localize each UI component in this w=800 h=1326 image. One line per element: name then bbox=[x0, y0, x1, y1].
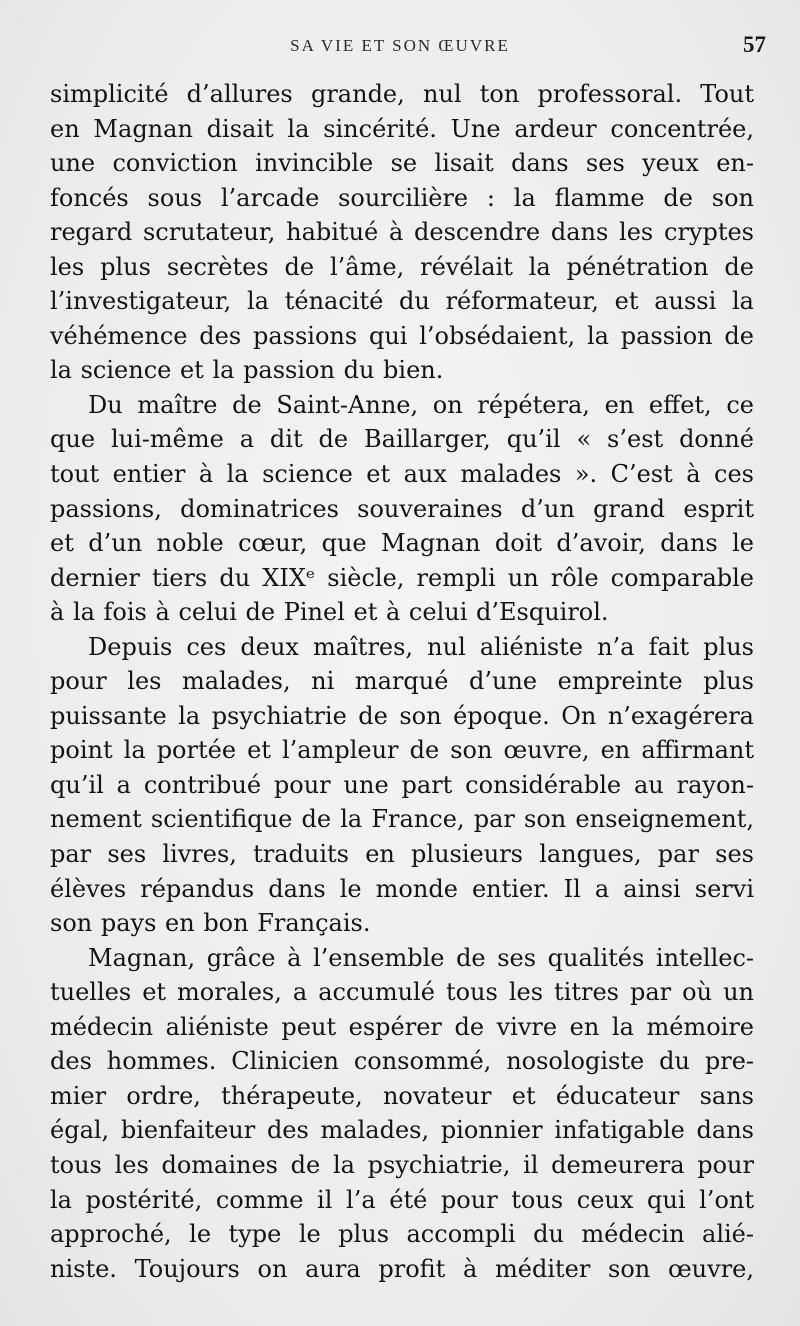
text-line: passions, dominatrices souveraines d’un grand esprit bbox=[50, 494, 754, 523]
text-line: dernier tiers du XIXᵉ siècle, rempli un rôle comparable bbox=[50, 563, 754, 592]
text-line: la science et la passion du bien. bbox=[50, 356, 444, 385]
text-line: que lui-même a dit de Baillarger, qu’il « s’est donné bbox=[50, 425, 754, 454]
text-line: tout entier à la science et aux malades ». C’est à ces bbox=[50, 460, 754, 489]
text-line: Du maître de Saint-Anne, on répétera, en effet, ce bbox=[88, 390, 754, 419]
text-line: Depuis ces deux maîtres, nul aliéniste n’a fait plus bbox=[88, 632, 754, 661]
text-line: médecin aliéniste peut espérer de vivre en la mémoire bbox=[50, 1012, 754, 1041]
text-line: simplicité d’allures grande, nul ton professoral. Tout bbox=[50, 80, 754, 108]
text-line: à la fois à celui de Pinel et à celui d’Esquirol. bbox=[50, 598, 609, 627]
text-line: point la portée et l’ampleur de son œuvre, en affirmant bbox=[50, 736, 754, 765]
text-line: regard scrutateur, habitué à descendre dans les cryptes bbox=[50, 218, 754, 247]
page-header bbox=[0, 34, 800, 64]
text-line: foncés sous l’arcade sourcilière : la flamme de son bbox=[50, 183, 754, 212]
text-line: tuelles et morales, a accumulé tous les titres par où un bbox=[50, 978, 754, 1007]
text-line: les plus secrètes de l’âme, révélait la pénétration de bbox=[50, 252, 754, 281]
text-line: véhémence des passions qui l’obsédaient, la passion de bbox=[50, 321, 754, 350]
text-line: la postérité, comme il l’a été pour tous ceux qui l’ont bbox=[50, 1185, 754, 1214]
text-line: et d’un noble cœur, que Magnan doit d’avoir, dans le bbox=[50, 529, 754, 558]
running-title: SA VIE ET SON ŒUVRE bbox=[290, 36, 510, 55]
text-line: pour les malades, ni marqué d’une empreinte plus bbox=[50, 667, 754, 696]
text-line: nement scientifique de la France, par son enseignement, bbox=[50, 805, 754, 834]
text-line: mier ordre, thérapeute, novateur et éducateur sans bbox=[50, 1081, 754, 1110]
text-line: des hommes. Clinicien consommé, nosologiste du pre- bbox=[50, 1047, 754, 1076]
text-line: puissante la psychiatrie de son époque. On n’exagérera bbox=[50, 701, 754, 730]
text-line: son pays en bon Français. bbox=[50, 909, 371, 938]
text-line: en Magnan disait la sincérité. Une ardeur concentrée, bbox=[50, 114, 754, 143]
text-line: élèves répandus dans le monde entier. Il a ainsi servi bbox=[50, 874, 754, 903]
page-number: 57 bbox=[743, 32, 766, 57]
text-line: Magnan, grâce à l’ensemble de ses qualités intellec- bbox=[88, 943, 754, 972]
text-line: niste. Toujours on aura profit à méditer son œuvre, bbox=[50, 1254, 754, 1283]
text-line: l’investigateur, la ténacité du réformateur, et aussi la bbox=[50, 287, 754, 316]
text-line: tous les domaines de la psychiatrie, il demeurera pour bbox=[50, 1150, 754, 1179]
text-line: approché, le type le plus accompli du médecin alié- bbox=[50, 1220, 754, 1249]
text-line: égal, bienfaiteur des malades, pionnier infatigable dans bbox=[50, 1116, 754, 1145]
text-line: par ses livres, traduits en plusieurs langues, par ses bbox=[50, 840, 754, 869]
text-line: qu’il a contribué pour une part considérable au rayon- bbox=[50, 770, 754, 799]
body-text bbox=[50, 77, 754, 1286]
text-line: une conviction invincible se lisait dans ses yeux en- bbox=[50, 149, 754, 178]
